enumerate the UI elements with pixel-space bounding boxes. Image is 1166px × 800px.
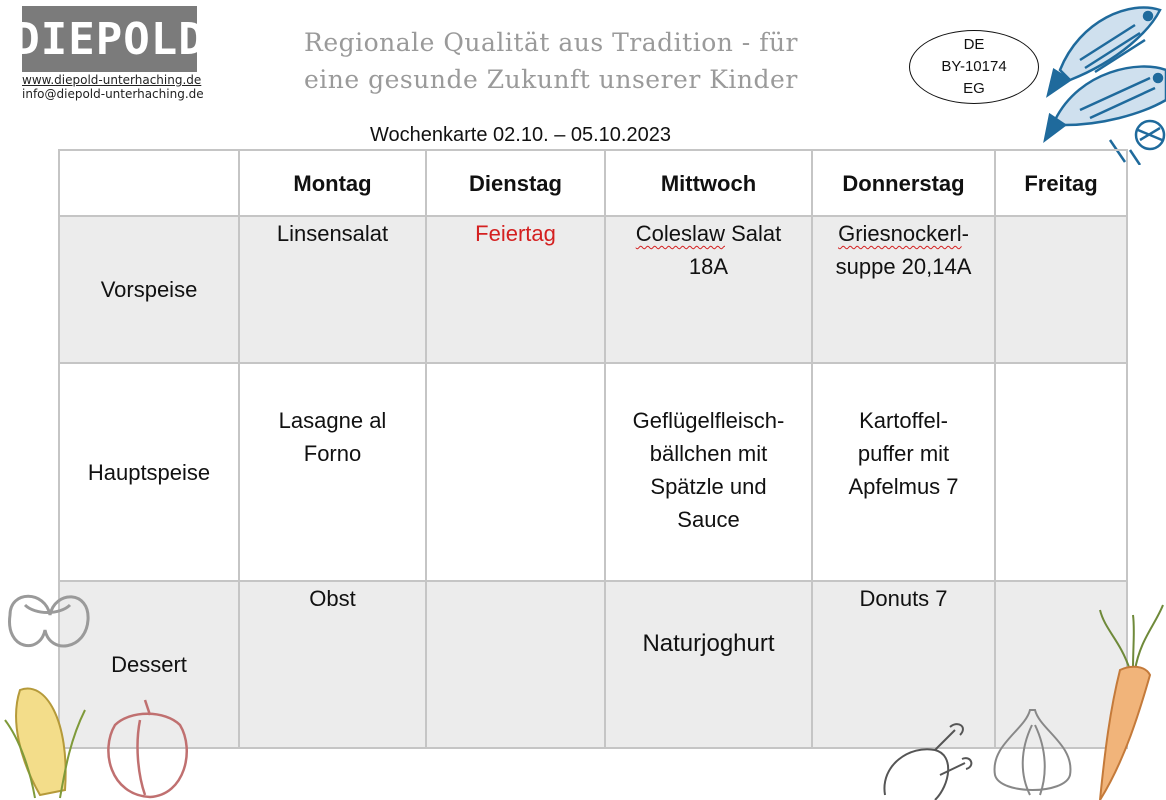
weekly-menu-table: [58, 149, 1128, 749]
menu-cell-mittwoch-vorspeise: Coleslaw Salat 18A: [605, 216, 812, 363]
day-header-freitag: Freitag: [995, 150, 1127, 216]
carrot-illustration: [1085, 600, 1166, 800]
menu-cell-freitag-hauptspeise: [995, 363, 1127, 581]
tagline-line-1: Regionale Qualität aus Tradition - für: [304, 28, 798, 57]
logo-text: DIEPOLD: [13, 13, 206, 65]
table-row: [59, 363, 1127, 581]
menu-cell-donnerstag-dessert: Donuts 7: [812, 581, 995, 748]
menu-cell-dienstag-hauptspeise: [426, 363, 605, 581]
row-label-vorspeise: Vorspeise: [59, 216, 239, 363]
tagline-line-2: eine gesunde Zukunft unserer Kinder: [304, 65, 798, 94]
coleslaw-text: Coleslaw: [635, 221, 725, 246]
menu-cell-mittwoch-dessert: Naturjoghurt: [605, 581, 812, 748]
row-label-dessert: Dessert: [59, 581, 239, 748]
bell-pepper-illustration: [100, 695, 195, 800]
day-header-mittwoch: Mittwoch: [605, 150, 812, 216]
week-title: Wochenkarte 02.10. – 05.10.2023: [370, 124, 671, 146]
menu-cell-dienstag-dessert: [426, 581, 605, 748]
website-link[interactable]: www.diepold-unterhaching.de: [22, 73, 202, 87]
pretzel-illustration: [0, 585, 95, 665]
corner-cell: [59, 150, 239, 216]
seal-line-2: BY-10174: [941, 58, 1007, 75]
row-label-hauptspeise: Hauptspeise: [59, 363, 239, 581]
menu-cell-freitag-vorspeise: [995, 216, 1127, 363]
day-header-donnerstag: Donnerstag: [812, 150, 995, 216]
contact-info: [22, 73, 204, 101]
seal-line-1: DE: [963, 36, 985, 53]
menu-cell-mittwoch-hauptspeise: Geflügelfleisch- bällchen mit Spätzle und Sauce: [605, 363, 812, 581]
company-logo: [13, 6, 206, 72]
menu-cell-montag-dessert: Obst: [239, 581, 426, 748]
menu-cell-donnerstag-hauptspeise: Kartoffel- puffer mit Apfelmus 7: [812, 363, 995, 581]
chicken-leg-illustration: [880, 715, 980, 800]
griesnockerl-text: Griesnockerl: [838, 221, 962, 246]
tagline: [304, 24, 884, 98]
corn-illustration: [0, 680, 90, 800]
header-row: [59, 150, 1127, 216]
organic-certification-seal: [909, 30, 1039, 104]
day-header-dienstag: Dienstag: [426, 150, 605, 216]
menu-cell-montag-vorspeise: Linsensalat: [239, 216, 426, 363]
garlic-illustration: [985, 705, 1080, 800]
seal-line-3: EG: [963, 80, 985, 97]
table-row: [59, 216, 1127, 363]
holiday-cell: Feiertag: [426, 216, 605, 363]
day-header-montag: Montag: [239, 150, 426, 216]
fish-illustration: [1040, 0, 1166, 165]
email-address: info@diepold-unterhaching.de: [22, 87, 204, 101]
menu-cell-donnerstag-vorspeise: Griesnockerl- suppe 20,14A: [812, 216, 995, 363]
menu-cell-montag-hauptspeise: Lasagne al Forno: [239, 363, 426, 581]
